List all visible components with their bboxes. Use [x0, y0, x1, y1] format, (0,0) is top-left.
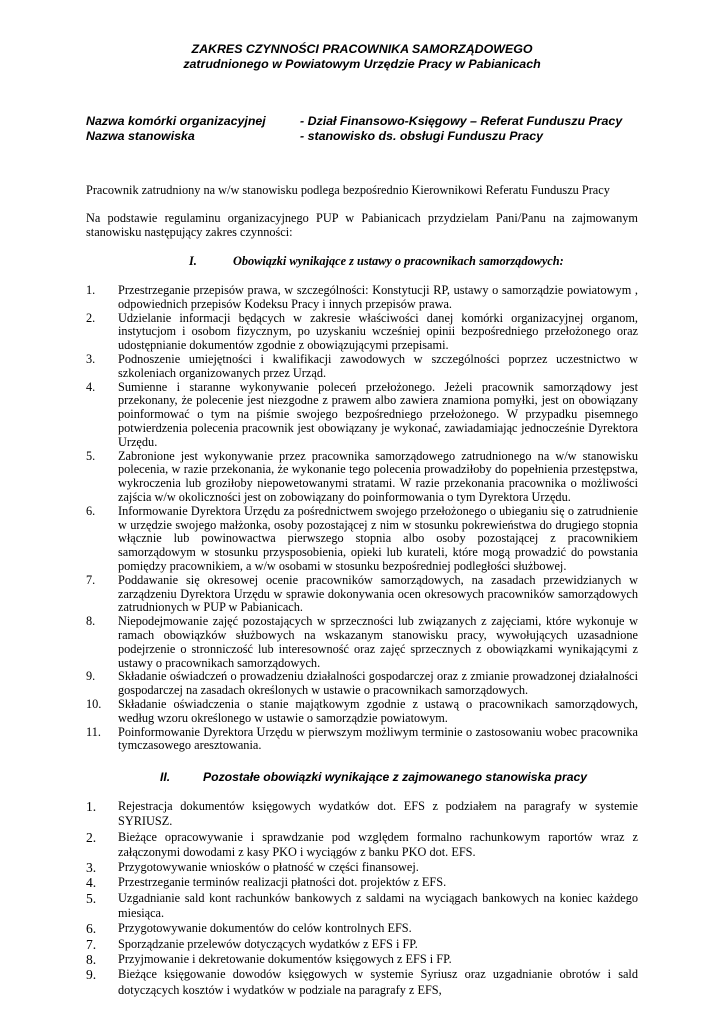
list-item — [0, 284, 638, 312]
intro-paragraph-2: Na podstawie regulaminu organizacyjnego PUP w Pabianicach przydzielam Pani/Panu na zajmowanym stanowisku następujący zakres czynności: — [86, 211, 638, 239]
list-item-number: 9. — [86, 669, 96, 684]
list-item-text: Uzgadnianie sald kont rachunków bankowych z saldami na wyciągach bankowych na koniec każdego miesiąca. — [118, 890, 638, 921]
list-item — [0, 505, 638, 574]
list-item-text: Przestrzeganie terminów realizacji płatności dot. projektów z EFS. — [118, 875, 447, 890]
section-1-list — [0, 284, 638, 753]
list-item-text: Sporządzanie przelewów dotyczących wydatków z EFS i FP. — [118, 936, 418, 951]
position-label: Nazwa stanowiska — [86, 129, 195, 143]
list-item — [0, 698, 638, 726]
list-item-number: 8. — [86, 614, 96, 629]
list-item-number: 2. — [86, 829, 97, 845]
list-item-number: 4. — [86, 379, 96, 394]
unit-value: - Dział Finansowo-Księgowy – Referat Funduszu Pracy — [300, 114, 623, 128]
list-item-number: 1. — [86, 799, 97, 814]
list-item — [0, 891, 638, 922]
list-item-text: Bieżące opracowywanie i sprawdzanie pod względem formalno rachunkowym raportów wraz z załączonymi dowodami z kasy PKO i wyciągów z banku PKO dot. EFS. — [118, 829, 638, 859]
list-item-text: Przestrzeganie przepisów prawa, w szczególności: Konstytucji RP, ustawy o samorządzie powiatowym , odpowiednich przepisów Kodeksu Pracy i innych przepisów prawa. — [118, 283, 638, 311]
list-item-number: 5. — [86, 448, 96, 463]
list-item — [0, 967, 638, 998]
section-1-number: I. — [189, 254, 197, 268]
list-item-text: Informowanie Dyrektora Urzędu za pośrednictwem swojego przełożonego o ubieganiu się o zatrudnienie w urzędzie swojego małżonka, osoby pozostającej z nim w stosunku pokrewieństwa do drugiego stopnia włącznie lub powinowactwa pierwszego stopnia albo osoby pozostającej z pracownikiem samorządowym w stosunku przysposobienia, opieki lub kurateli, które mogą prowadzić do powstania pomiędzy pracownikiem, a w/w osobami w stosunku bezpośredniej podległości służbowej. — [118, 503, 638, 573]
list-item-number: 9. — [86, 967, 97, 983]
list-item — [0, 830, 638, 861]
intro-paragraph-1: Pracownik zatrudniony na w/w stanowisku podlega bezpośrednio Kierownikowi Referatu Funduszu Pracy — [86, 183, 610, 197]
list-item-text: Rejestracja dokumentów księgowych wydatków dot. EFS z podziałem na paragrafy w systemie SYRIUSZ. — [118, 799, 638, 829]
list-item-text: Poddawanie się okresowej ocenie pracowników samorządowych, na zasadach przewidzianych w zarządzeniu Dyrektora Urzędu w sprawie dokonywania ocen okresowych pracowników samorządowych zatrudnionych w PUP w Pabianicach. — [118, 572, 638, 615]
position-value: - stanowisko ds. obsługi Funduszu Pracy — [300, 129, 544, 143]
list-item-number: 4. — [86, 875, 97, 891]
list-item-text: Przygotowywanie dokumentów do celów kontrolnych EFS. — [118, 921, 412, 936]
section-2-number: II. — [160, 770, 171, 784]
list-item-number: 5. — [86, 890, 97, 906]
list-item — [0, 312, 638, 353]
list-item — [0, 450, 638, 505]
list-item — [0, 799, 638, 830]
section-2-heading — [0, 770, 724, 785]
list-item — [0, 353, 638, 381]
list-item-text: Niepodejmowanie zajęć pozostających w sprzeczności lub związanych z zajęciami, które wykonuje w ramach obowiązków służbowych na wskazanym stanowisku pracy, wywołujących uzasadnione podejrzenie o stronniczość lub interesowność oraz zajęć sprzecznych z obowiązkami wynikającymi z ustawy o pracownikach samorządowych. — [118, 614, 638, 670]
list-item — [0, 670, 638, 698]
list-item — [0, 875, 638, 890]
list-item-number: 6. — [86, 503, 96, 518]
list-item-text: Bieżące księgowanie dowodów księgowych w systemie Syriusz oraz uzgadnianie obrotów i sald dotyczących kosztów i wydatków w podziale na paragrafy z EFS, — [118, 967, 638, 997]
list-item-number: 2. — [86, 310, 96, 325]
list-item-number: 3. — [86, 860, 97, 876]
document-subtitle: zatrudnionego w Powiatowym Urzędzie Pracy w Pabianicach — [183, 57, 541, 71]
list-item-text: Zabronione jest wykonywanie przez pracownika samorządowego zatrudnionego na w/w stanowisku polecenia, w razie przekonania, że wykonanie tego polecenia prowadziłoby do popełnienia przestępstwa, wykroczenia lub groziłoby niepowetowanymi stratami. W razie przekonania pracownika o możliwości zajścia w/w okoliczności jest on zobowiązany do poinformowania o tym Dyrektora Urzędu. — [118, 448, 638, 504]
list-item-text: Poinformowanie Dyrektora Urzędu w pierwszym możliwym terminie o zastosowaniu wobec pracownika tymczasowego aresztowania. — [118, 724, 638, 753]
list-item — [0, 615, 638, 670]
list-item — [0, 574, 638, 615]
section-1-title: Obowiązki wynikające z ustawy o pracownikach samorządowych: — [233, 254, 564, 268]
list-item-text: Przyjmowanie i dekretowanie dokumentów księgowych z EFS i FP. — [118, 951, 452, 966]
header-row-position — [86, 129, 686, 144]
list-item-text: Składanie oświadczenia o stanie majątkowym zgodnie z ustawą o pracownikach samorządowych, według wzoru określonego w ustawie o samorządzie powiatowym. — [118, 696, 638, 725]
section-1-heading — [0, 254, 724, 268]
list-item-number: 11. — [86, 724, 101, 739]
list-item-text: Podnoszenie umiejętności i kwalifikacji zawodowych w szczególności poprzez uczestnictwo w szkoleniach organizowanych przez Urząd. — [118, 351, 638, 380]
list-item-number: 1. — [86, 283, 96, 297]
list-item-text: Przygotowywanie wniosków o płatność w części finansowej. — [118, 860, 419, 875]
list-item-number: 3. — [86, 351, 96, 366]
header-row-unit — [86, 114, 686, 129]
list-item — [0, 860, 638, 875]
list-item — [0, 952, 638, 967]
list-item — [0, 921, 638, 936]
list-item-number: 7. — [86, 572, 96, 587]
list-item-text: Składanie oświadczeń o prowadzeniu działalności gospodarczej oraz z zmianie prowadzonej działalności gospodarczej na zasadach określonych w ustawie o pracownikach samorządowych. — [118, 669, 638, 698]
list-item-text: Udzielanie informacji będących w zakresie właściwości danej komórki organizacyjnej organom, instytucjom i osobom fizycznym, po uzyskaniu wcześniej opinii bezpośredniego przełożonego oraz udostępnianie dokumentów zgodnie z obowiązującymi przepisami. — [118, 310, 638, 353]
unit-label: Nazwa komórki organizacyjnej — [86, 114, 266, 128]
list-item-text: Sumienne i staranne wykonywanie poleceń przełożonego. Jeżeli pracownik samorządowy jest przekonany, że polecenie jest niezgodne z prawem albo zawiera znamiona pomyłki, jest on obowiązany poinformować o tym na piśmie swojego bezpośredniego przełożonego. W przypadku pisemnego potwierdzenia polecenia pracownik jest obowiązany je wykonać, zawiadamiając jednocześnie Dyrektora Urzędu. — [118, 379, 638, 449]
list-item-number: 8. — [86, 951, 97, 967]
list-item — [0, 726, 638, 754]
list-item-number: 6. — [86, 921, 97, 937]
list-item — [0, 381, 638, 450]
list-item-number: 10. — [86, 696, 102, 711]
list-item-number: 7. — [86, 936, 97, 952]
section-2-list — [0, 799, 638, 998]
section-2-title: Pozostałe obowiązki wynikające z zajmowanego stanowiska pracy — [203, 770, 588, 784]
list-item — [0, 937, 638, 952]
document-title: ZAKRES CZYNNOŚCI PRACOWNIKA SAMORZĄDOWEGO — [191, 42, 533, 56]
